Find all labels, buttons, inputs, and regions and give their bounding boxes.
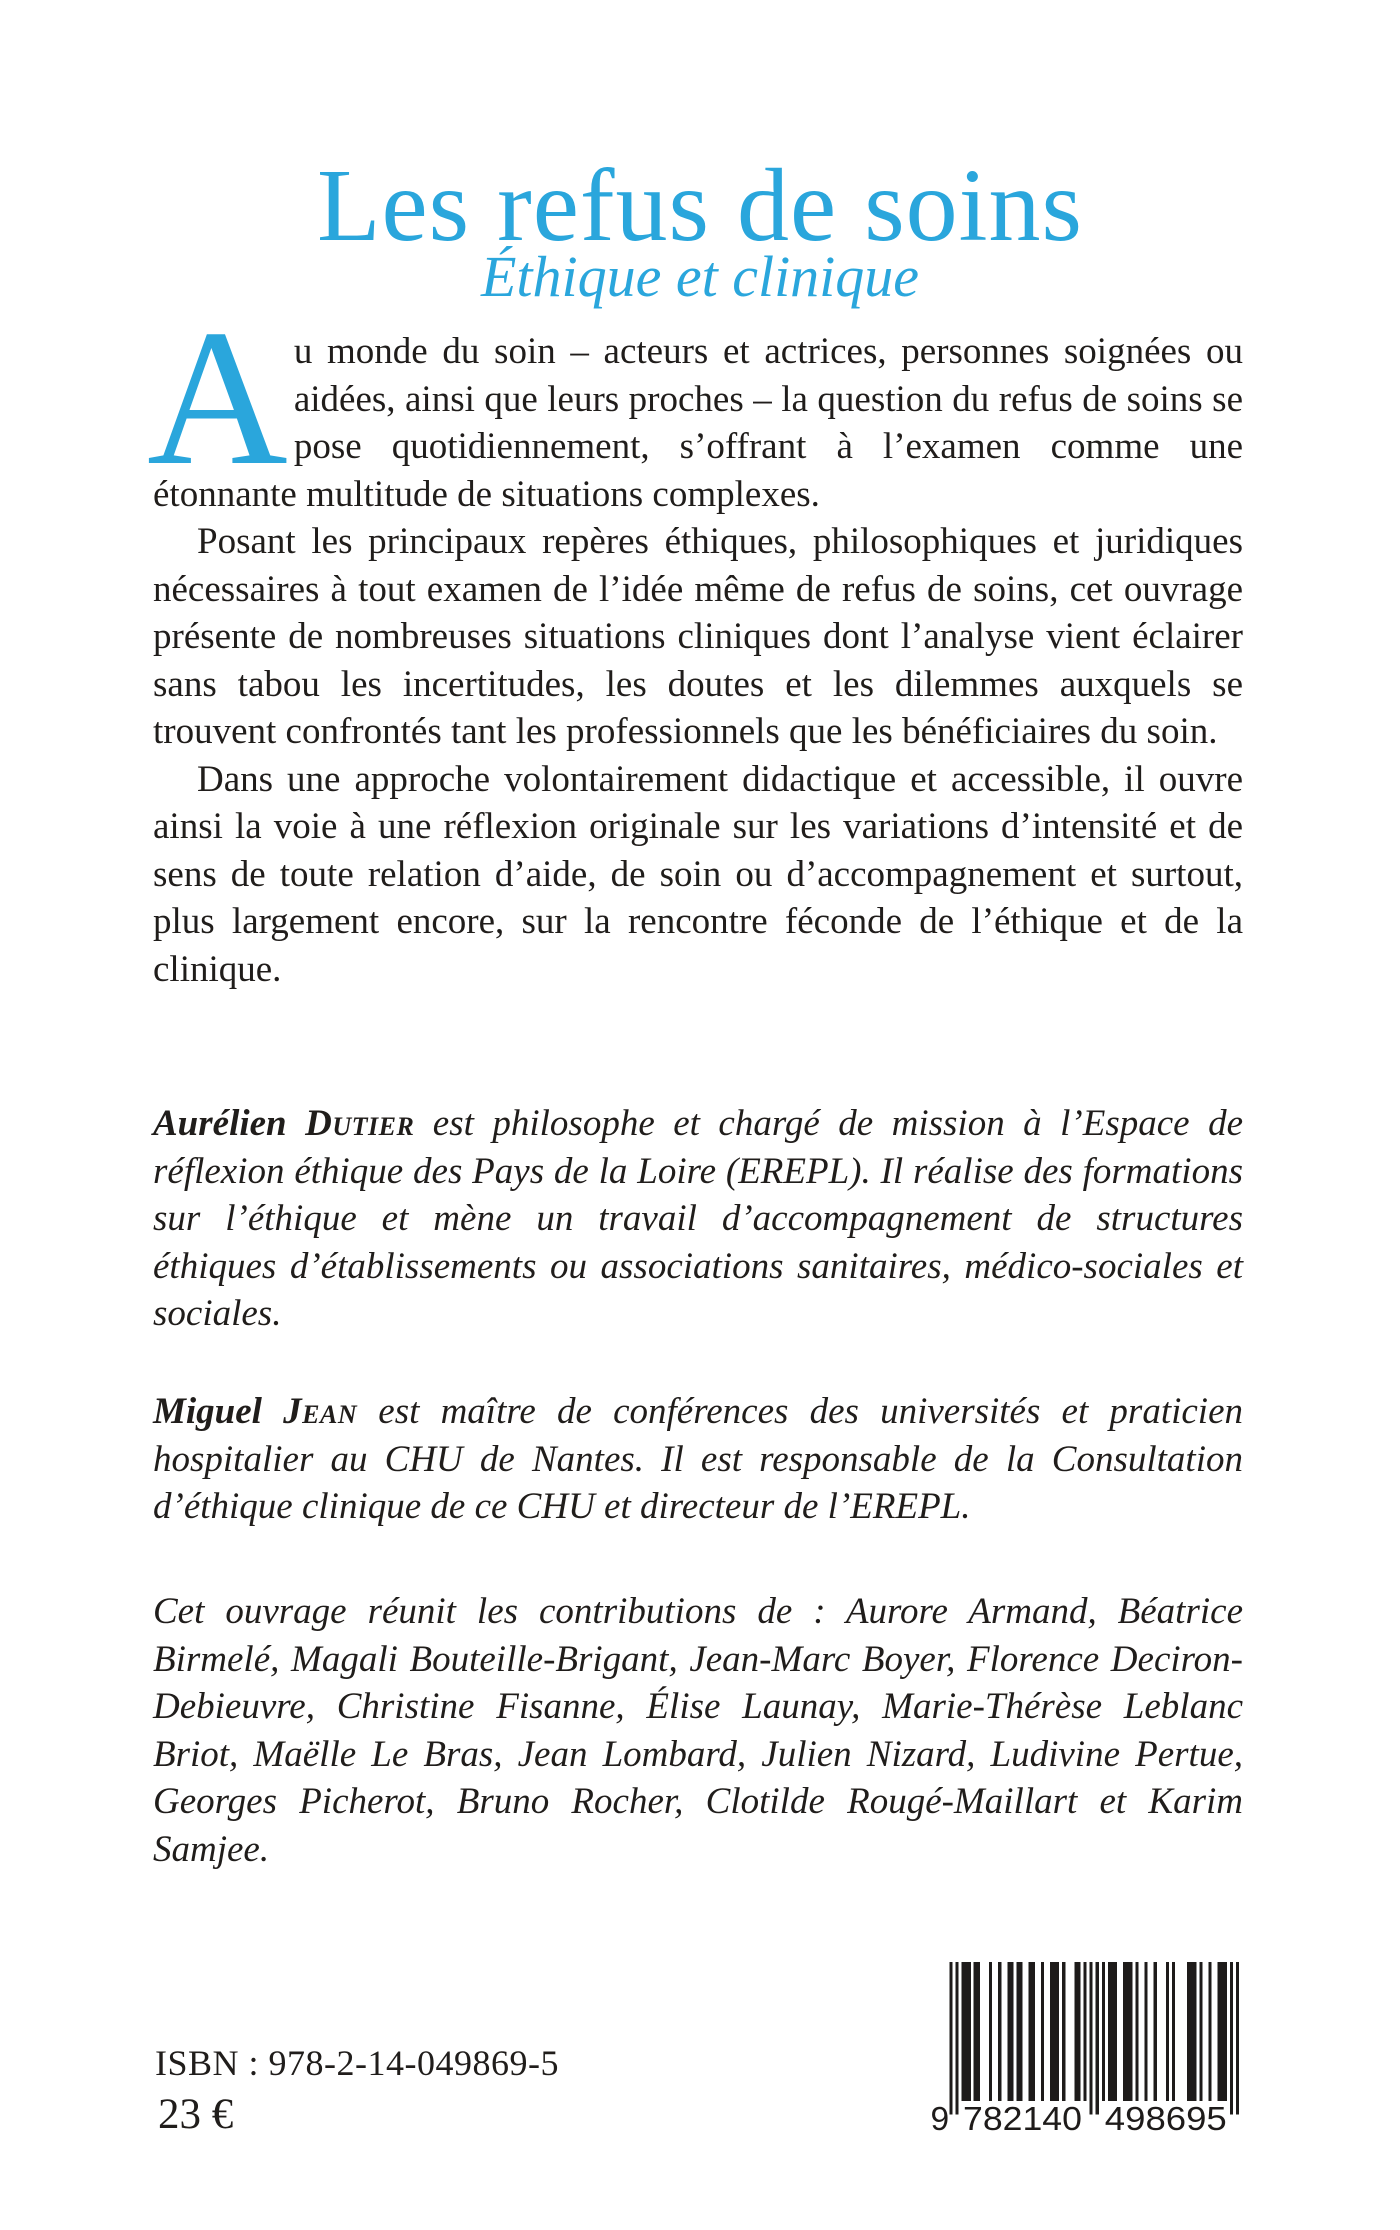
contributors-section (153, 1588, 1243, 1873)
author-name: Aurélien Dutier (153, 1103, 415, 1144)
author-bio-jean (153, 1388, 1243, 1531)
dropcap-letter: A (147, 290, 288, 506)
book-subtitle: Éthique et clinique (480, 244, 920, 310)
synopsis-paragraph-1-text: u monde du soin – acteurs et actrices, personnes soignées ou aidées, ainsi que leurs proches – la question du refus de soins se pose quotidiennement, s’offrant à l’examen comme une étonnante multitude de situations complexes. (153, 331, 1243, 515)
synopsis-paragraph-2: Posant les principaux repères éthiques, philosophiques et juridiques nécessaires à tout examen de l’idée même de refus de soins, cet ouvrage présente de nombreuses situations cliniques dont l’analyse vient éclairer sans tabou les incertitudes, les doutes et les dilemmes auxquels se trouvent confrontés tant les professionnels que les bénéficiaires du soin. (153, 521, 1243, 752)
barcode-svg (928, 1962, 1242, 2133)
synopsis-paragraph-1 (147, 290, 1243, 518)
author-bio-dutier (153, 1100, 1243, 1338)
book-title: Les refus de soins (316, 147, 1084, 263)
contributors-paragraph: Cet ouvrage réunit les contributions de : Aurore Armand, Béatrice Birmelé, Magali Bouteille-Brigant, Jean-Marc Boyer, Florence Deciron-Debieuvre, Christine Fisanne, Élise Launay, Marie-Thérèse Leblanc Briot, Maëlle Le Bras, Jean Lombard, Julien Nizard, Ludivine Pertue, Georges Picherot, Bruno Rocher, Clotilde Rougé-Maillart et Karim Samjee. (153, 1591, 1243, 1870)
price-label: 23 € (158, 2091, 234, 2138)
author-bio-paragraph (153, 1388, 1243, 1531)
isbn-label: ISBN : 978-2-14-049869-5 (155, 2043, 559, 2083)
author-bio-text: est philosophe et chargé de mission à l’Espace de réflexion éthique des Pays de la Loire (EREPL). Il réalise des formations sur l’éthique et mène un travail d’accompagnement de structures éthiques d’établissements ou associations sanitaires, médico-sociales et sociales. (153, 1103, 1243, 1334)
barcode-digit-group: 782140 (963, 2100, 1082, 2133)
author-bio-text: est maître de conférences des universités et praticien hospitalier au CHU de Nantes. Il est responsable de la Consultation d’éthique clinique de ce CHU et directeur de l’EREPL. (153, 1391, 1244, 1527)
barcode-digit-group: 498695 (1104, 2100, 1227, 2133)
synopsis-paragraph-3: Dans une approche volontairement didactique et accessible, il ouvre ainsi la voie à une réflexion originale sur les variations d’intensité et de sens de toute relation d’aide, de soin ou d’accompagnement et surtout, plus largement encore, sur la rencontre féconde de l’éthique et de la clinique. (153, 758, 1243, 990)
barcode-digit-group: 9 (930, 2100, 950, 2133)
author-name: Miguel Jean (153, 1391, 358, 1432)
barcode (928, 1962, 1242, 2133)
synopsis-section (147, 290, 1243, 993)
author-bio-paragraph (153, 1100, 1243, 1338)
